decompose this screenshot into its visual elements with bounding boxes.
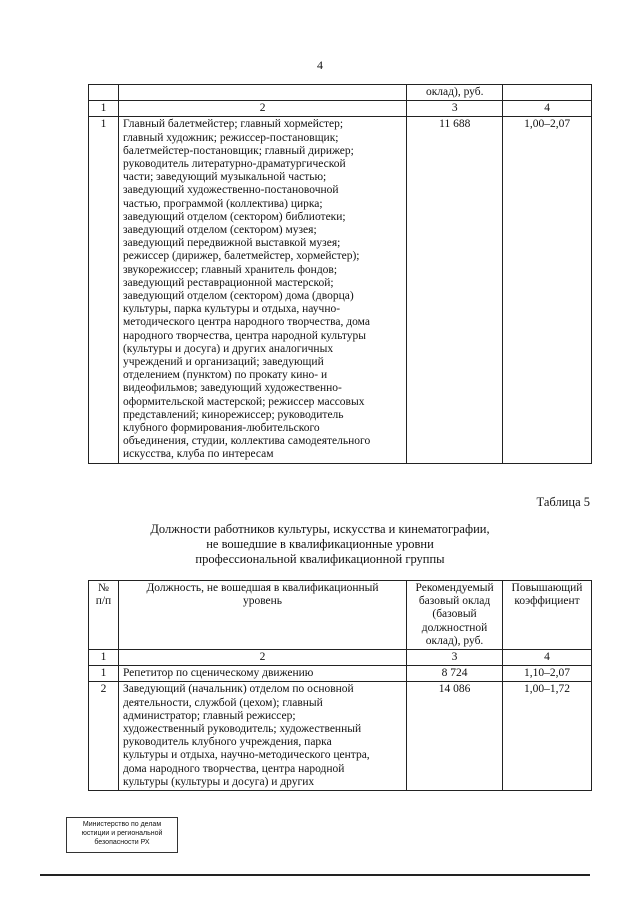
header-line: Повышающий	[511, 582, 583, 594]
coef-header	[503, 581, 592, 650]
table-title	[0, 522, 640, 567]
salary-header	[407, 581, 503, 650]
table-row	[89, 666, 592, 682]
position-line: методического центра народного творчества, дома	[122, 316, 370, 329]
salary-cell: 14 086	[407, 682, 503, 791]
position-line: Заведующий (начальник) отделом по основной	[122, 683, 354, 696]
position-line: представлений; кинорежиссер; руководитель	[122, 408, 344, 421]
page-number: 4	[317, 58, 323, 72]
position-cell	[118, 682, 406, 791]
header-line: уровень	[242, 595, 283, 608]
position-header	[118, 581, 406, 650]
position-line: художественный руководитель; художественный	[122, 723, 362, 736]
bottom-rule	[40, 874, 590, 876]
position-line: видеофильмов; заведующий художественно-	[122, 382, 342, 395]
position-line: Репетитор по сценическому движению	[122, 667, 314, 680]
position-line: культуры, парка культуры и отдыха, научно-	[122, 303, 341, 316]
row-number: 2	[89, 682, 119, 791]
position-line: режиссер (дирижер, балетмейстер, хормейстер);	[122, 250, 360, 263]
position-line: заведующий художественно-постановочной	[122, 184, 339, 197]
position-line: частью, программой (коллектива) цирка;	[122, 197, 323, 210]
salary-header-cont: оклад), руб.	[407, 85, 503, 101]
colnum-cell: 4	[503, 101, 592, 117]
position-line: администратор; главный режиссер;	[122, 709, 296, 722]
colnum-cell: 1	[89, 101, 119, 117]
position-line: руководитель клубного учреждения, парка	[122, 736, 332, 749]
colnum-cell: 3	[407, 101, 503, 117]
position-line: Главный балетмейстер; главный хормейстер;	[122, 118, 344, 131]
position-line: культуры и отдыха, научно-методического центра,	[122, 749, 370, 762]
position-line: отделением (пунктом) по прокату кино- и	[122, 369, 328, 382]
position-line: (культуры и досуга) и других аналогичных	[122, 342, 334, 355]
stamp-line: безопасности РХ	[94, 839, 150, 846]
coef-cell: 1,10–2,07	[503, 666, 592, 682]
position-line: искусства, клуба по интересам	[122, 448, 274, 461]
title-line: не вошедшие в квалификационные уровни	[206, 537, 434, 551]
position-line: оформительской мастерской; режиссер массовых	[122, 395, 365, 408]
row-number: 1	[89, 666, 119, 682]
ministry-stamp	[66, 817, 178, 853]
colnum-cell: 4	[503, 650, 592, 666]
position-line: деятельности, службой (цехом); главный	[122, 696, 323, 709]
header-line: №	[97, 582, 109, 594]
title-line: Должности работников культуры, искусства и кинематографии,	[150, 522, 490, 536]
position-line: руководитель литературно-драматургической	[122, 158, 346, 171]
position-line: культуры (культуры и досуга) и других	[122, 775, 315, 788]
colnum-cell: 3	[407, 650, 503, 666]
salary-cell: 11 688	[407, 117, 503, 463]
coef-cell: 1,00–1,72	[503, 682, 592, 791]
salary-cell: 8 724	[407, 666, 503, 682]
num-header	[89, 581, 119, 650]
position-line: части; заведующий музыкальной частью;	[122, 171, 327, 184]
table-label: Таблица 5	[536, 495, 590, 509]
position-line: учреждений и организаций; заведующий	[122, 356, 324, 369]
position-line: народного творчества, центра народной культуры	[122, 329, 367, 342]
position-line: балетмейстер-постановщик; главный дирижер;	[122, 144, 354, 157]
position-line: заведующий отделом (сектором) дома (дворца)	[122, 290, 354, 303]
position-line: звукорежиссер; главный хранитель фондов;	[122, 263, 338, 276]
position-line: дома народного творчества, центра народной	[122, 762, 345, 775]
position-line: заведующий реставрационной мастерской;	[122, 276, 334, 289]
title-line: профессиональной квалификационной группы	[195, 552, 445, 566]
position-line: объединения, студии, коллектива самодеятельного	[122, 435, 371, 448]
stamp-line: юстиции и региональной	[81, 830, 163, 837]
header-line: оклад), руб.	[425, 634, 484, 647]
header-line: Должность, не вошедшая в квалификационный	[146, 582, 379, 594]
header-line: (базовый	[432, 608, 477, 621]
colnum-cell: 2	[118, 650, 406, 666]
colnum-cell: 2	[118, 101, 406, 117]
header-line: базовый оклад	[418, 595, 491, 608]
table-header-row	[89, 85, 592, 101]
colnum-cell: 1	[89, 650, 119, 666]
table-header-row	[89, 581, 592, 650]
stamp-line: Министерство по делам	[82, 821, 162, 828]
row-number: 1	[89, 117, 119, 463]
position-cell	[118, 666, 406, 682]
header-line: коэффициент	[514, 595, 580, 608]
position-line: заведующий отделом (сектором) библиотеки;	[122, 210, 346, 223]
position-line: заведующий передвижной выставкой музея;	[122, 237, 341, 250]
header-line: п/п	[95, 595, 112, 608]
header-line: должностной	[421, 621, 488, 634]
position-line: клубного формирования-любительского	[122, 422, 320, 435]
header-line: Рекомендуемый	[415, 582, 494, 594]
table-row	[89, 117, 592, 463]
positions-table-5	[88, 580, 592, 791]
coef-cell: 1,00–2,07	[503, 117, 592, 463]
positions-table-continued	[88, 84, 592, 464]
table-row	[89, 682, 592, 791]
position-line: главный художник; режиссер-постановщик;	[122, 131, 339, 144]
column-number-row	[89, 101, 592, 117]
position-line: заведующий отделом (сектором) музея;	[122, 224, 317, 237]
position-cell	[118, 117, 406, 463]
column-number-row	[89, 650, 592, 666]
